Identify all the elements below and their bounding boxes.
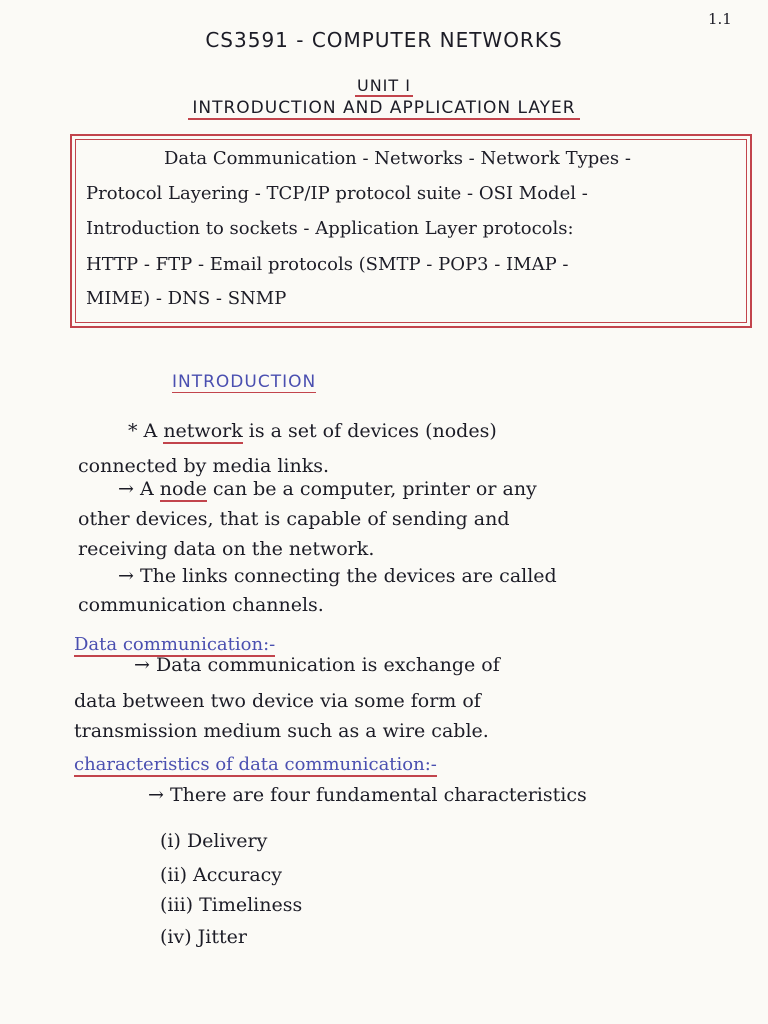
network-rest: is a set of devices (nodes) (242, 420, 497, 442)
data-communication-text: transmission medium such as a wire cable. (74, 720, 489, 742)
node-prefix: → A (118, 478, 160, 500)
links-definition: → The links connecting the devices are called (118, 565, 557, 587)
syllabus-line: Introduction to sockets - Application Layer protocols: (86, 218, 574, 239)
unit-title (0, 98, 768, 118)
syllabus-box (70, 134, 752, 328)
unit-label-text: UNIT I (357, 76, 411, 95)
node-definition-line2: other devices, that is capable of sending and (78, 508, 510, 530)
network-definition (128, 420, 497, 442)
course-title: CS3591 - COMPUTER NETWORKS (205, 28, 563, 52)
node-definition-line3: receiving data on the network. (78, 538, 375, 560)
introduction-heading: INTRODUCTION (172, 372, 317, 392)
data-communication-text: data between two device via some form of (74, 690, 481, 712)
syllabus-line: Protocol Layering - TCP/IP protocol suite - OSI Model - (86, 183, 588, 204)
syllabus-line: MIME) - DNS - SNMP (86, 288, 287, 309)
network-prefix: * A (128, 420, 164, 442)
network-term: network (163, 420, 243, 442)
unit-title-text: INTRODUCTION AND APPLICATION LAYER (188, 98, 579, 120)
node-rest: can be a computer, printer or any (206, 478, 537, 500)
links-definition-line2: communication channels. (78, 594, 324, 616)
characteristic-item: (iv) Jitter (160, 926, 247, 948)
node-term: node (159, 478, 207, 500)
characteristics-heading: characteristics of data communication:- (74, 754, 437, 775)
network-definition-line2: connected by media links. (78, 455, 330, 477)
unit-label (0, 76, 768, 95)
characteristic-item: (i) Delivery (160, 830, 268, 852)
syllabus-line: Data Communication - Networks - Network Types - (164, 148, 631, 169)
characteristics-intro: → There are four fundamental characteristics (148, 784, 587, 806)
data-communication-heading: Data communication:- (74, 634, 276, 655)
characteristic-item: (iii) Timeliness (160, 894, 303, 916)
data-communication-text: → Data communication is exchange of (134, 654, 500, 676)
characteristic-item: (ii) Accuracy (160, 864, 283, 886)
page-number: 1.1 (708, 10, 732, 28)
syllabus-line: HTTP - FTP - Email protocols (SMTP - POP3 - IMAP - (86, 254, 569, 275)
node-definition (118, 478, 537, 500)
